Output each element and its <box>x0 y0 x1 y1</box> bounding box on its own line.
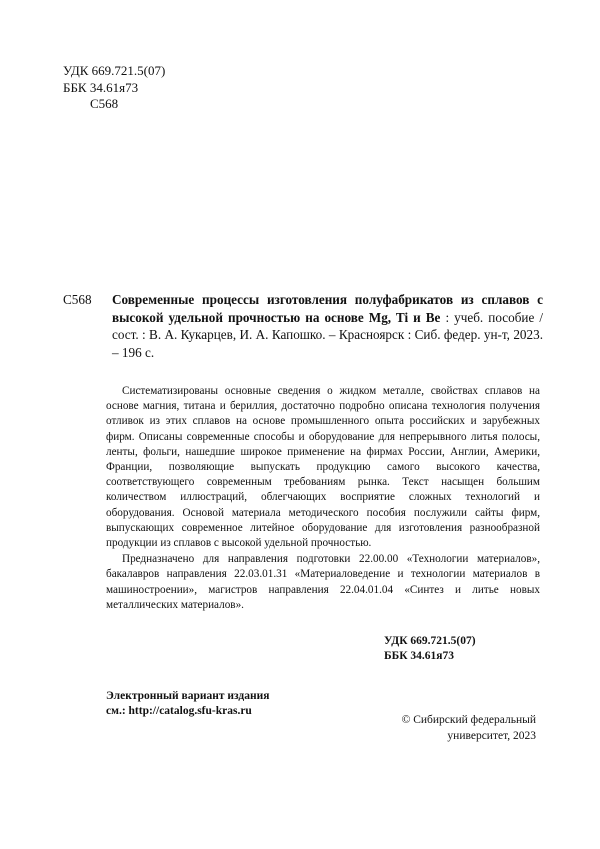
entry-details: : учеб. пособие / сост. : В. А. Кукарцев, И. А. Капошко. – Красноярск : Сиб. федер. ун-т, 2023. – 196 с. <box>112 309 544 360</box>
bibliographic-entry <box>63 291 543 361</box>
entry-code: С568 <box>63 292 92 307</box>
copyright-line-1: © Сибирский федеральный <box>401 714 536 726</box>
copyright-line-2: университет, 2023 <box>447 729 536 742</box>
entry-title: Современные процессы изготовления полуфабрикатов из сплавов с высокой удельной прочностью на основе Mg, Ti и Be <box>112 292 543 325</box>
classification-codes-top <box>63 63 165 113</box>
copyright <box>390 713 536 744</box>
audience-paragraph: Предназначено для направления подготовки 22.00.00 «Технологии материалов», бакалавров направления 22.03.01.31 «Материаловедение и технологии материалов в машиностроении», магистров направления 22.04.01.04 «Синтез и литье новых металлических материалов». <box>106 553 540 611</box>
author-sign: С568 <box>90 96 119 111</box>
udk-code: УДК 669.721.5(07) <box>63 63 166 78</box>
electronic-version <box>106 689 269 719</box>
entry-body <box>112 291 543 361</box>
abstract-paragraph: Систематизированы основные сведения о жидком металле, свойствах сплавов на основе магния, титана и бериллия, достаточно подробно описана технология получения отливок из этих сплавов на основе промышленного опыта российских и зарубежных фирм. Описаны современные способы и оборудование для непрерывного литья полосы, ленты, фольги, нашедшие широкое применение на фирмах России, Англии, Америки, Франции, позволяющие выпускать продукцию самого высокого качества, соответствующего современным требованиям рынка. Текст насыщен большим количеством иллюстраций, облегчающих восприятие сложных технологий и оборудования. Основой материала методического пособия послужили сайты фирм, выпускающих современное литейное оборудование для изготовления разнообразной продукции из сплавов с высокой удельной прочностью. <box>106 385 540 550</box>
electronic-version-link: см.: http://catalog.sfu-kras.ru <box>106 705 252 717</box>
abstract <box>106 384 540 613</box>
bbk-code-bottom: ББК 34.61я73 <box>384 650 455 662</box>
electronic-version-label: Электронный вариант издания <box>106 690 270 702</box>
classification-codes-bottom <box>384 634 476 664</box>
udk-code-bottom: УДК 669.721.5(07) <box>384 635 476 647</box>
bbk-code: ББК 34.61я73 <box>63 79 139 95</box>
